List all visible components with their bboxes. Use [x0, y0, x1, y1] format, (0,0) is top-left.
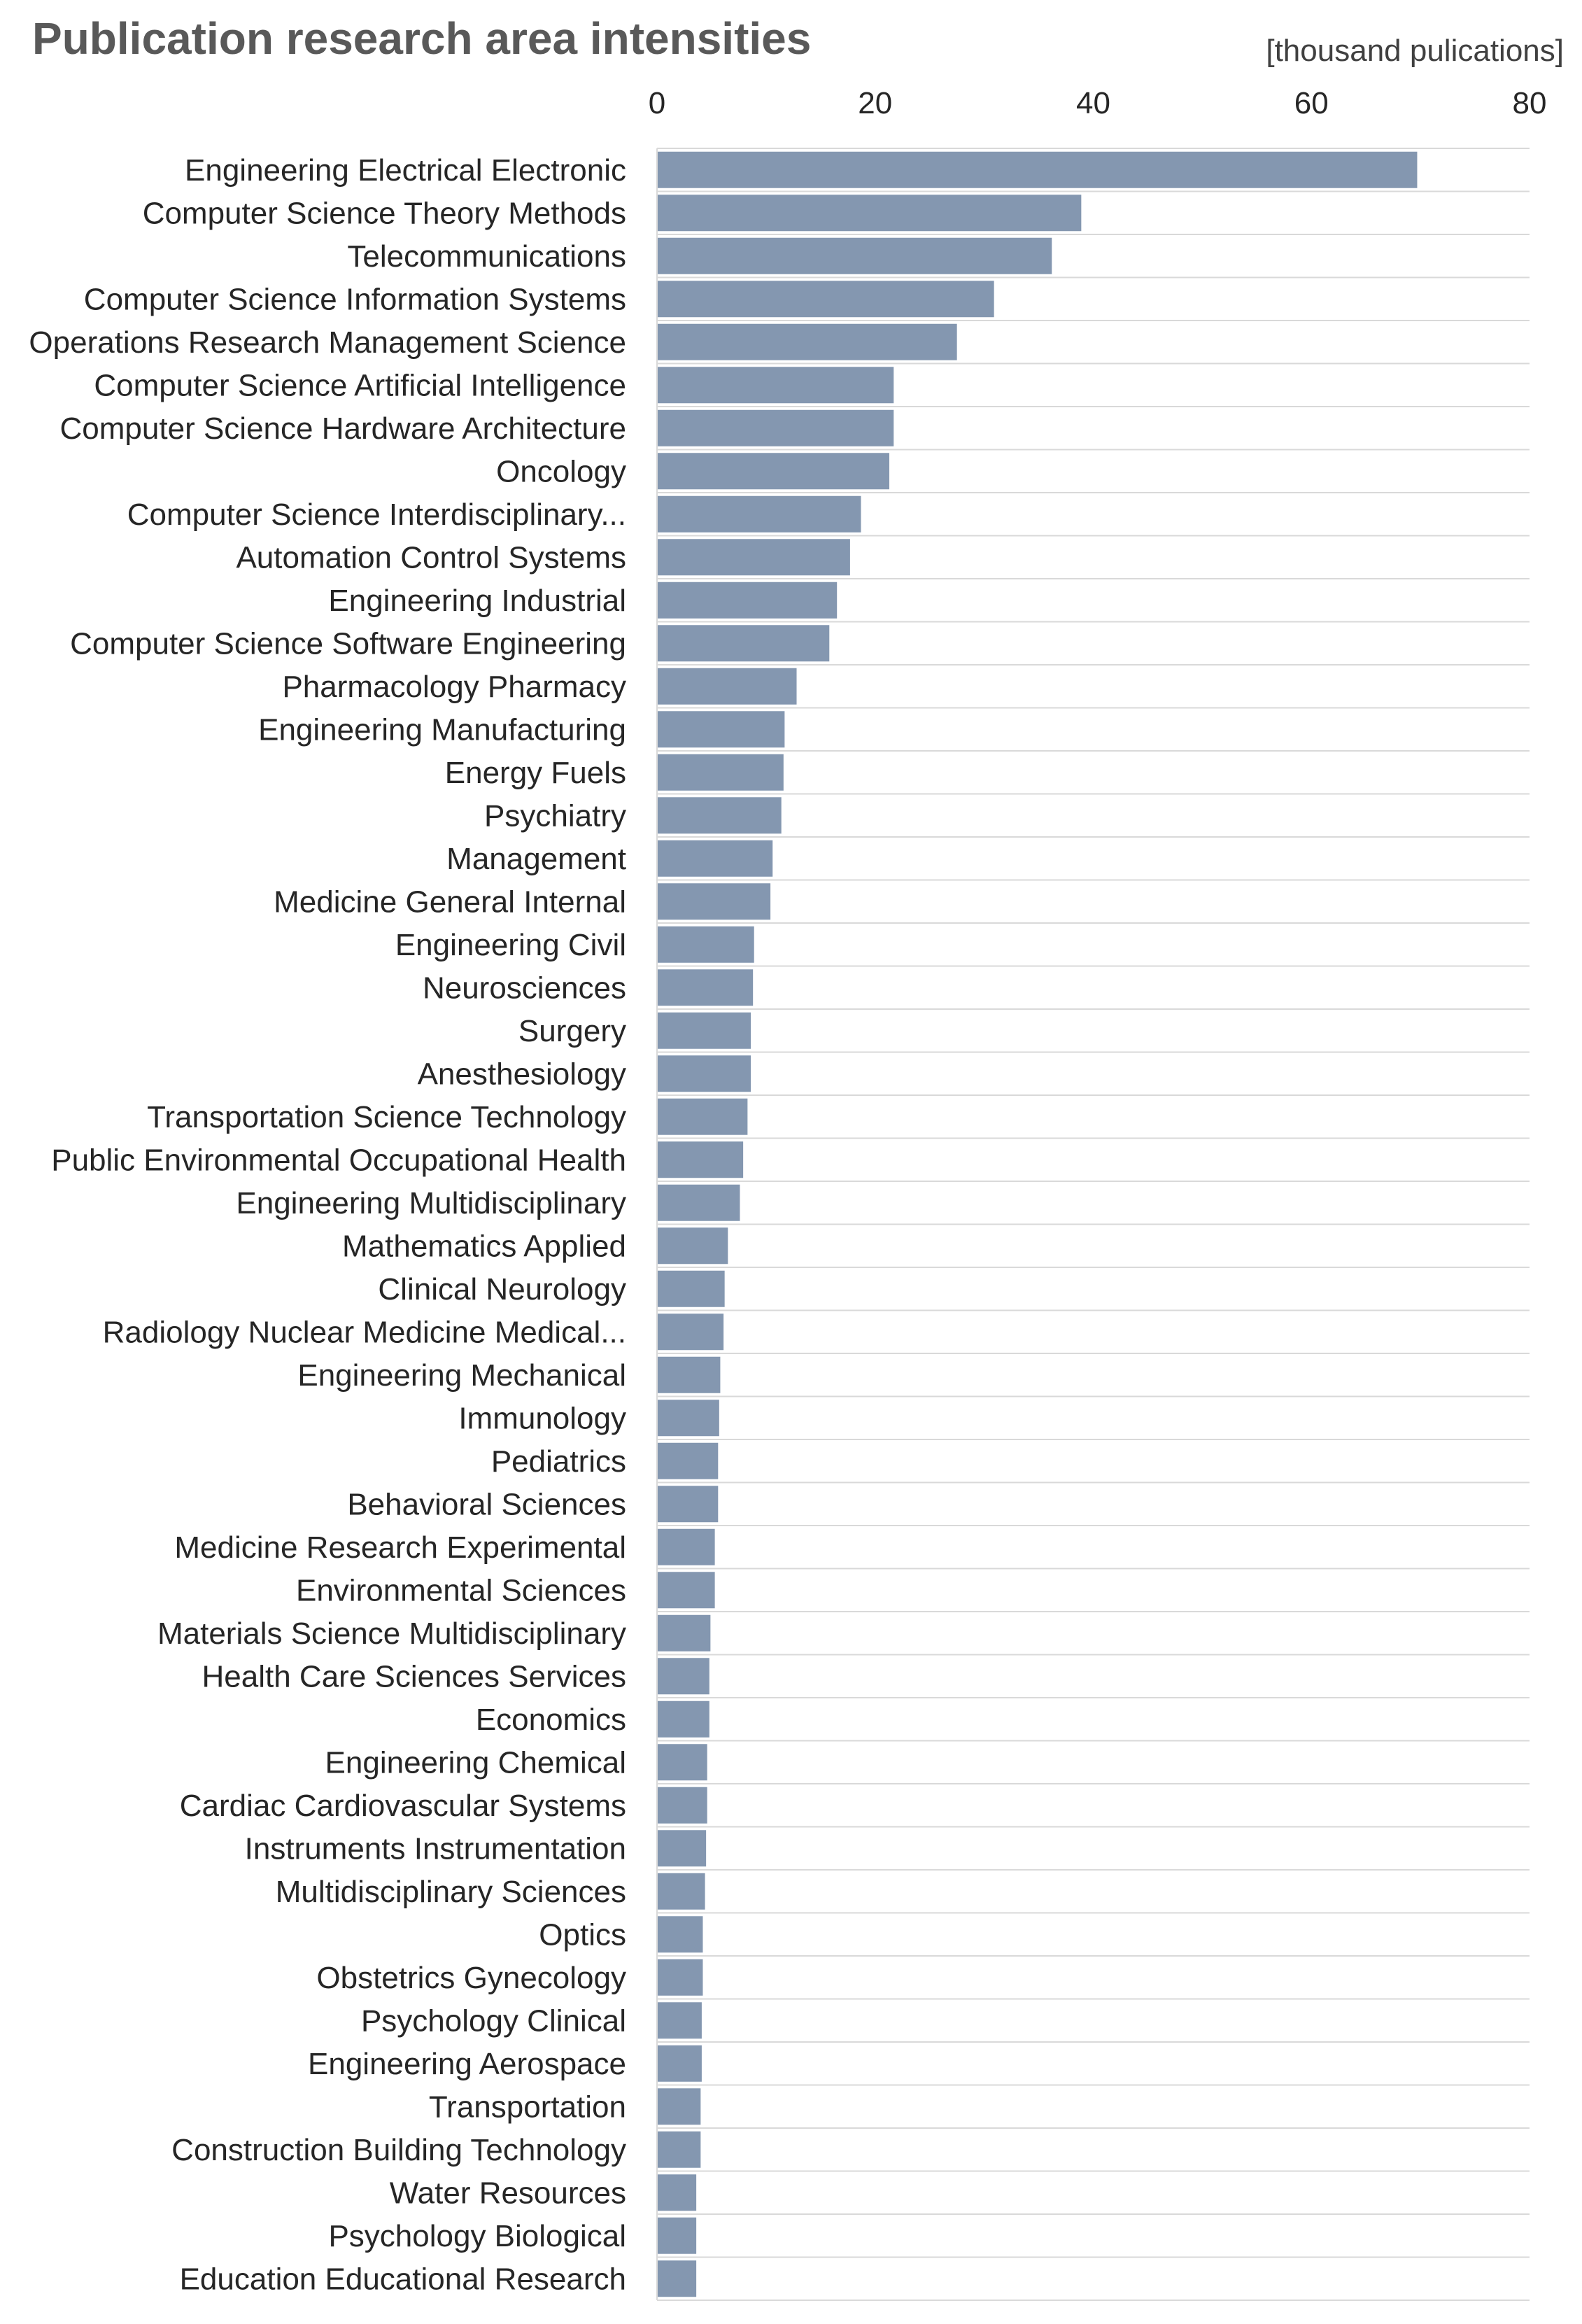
bar — [657, 539, 850, 575]
category-label: Engineering Aerospace — [308, 2046, 626, 2081]
category-label: Computer Science Theory Methods — [142, 196, 626, 231]
category-label: Multidisciplinary Sciences — [275, 1874, 626, 1909]
bar — [657, 1830, 706, 1866]
bar — [657, 1314, 723, 1350]
bar — [657, 1400, 719, 1436]
bar — [657, 2088, 700, 2125]
bar — [657, 1227, 728, 1264]
category-label: Obstetrics Gynecology — [316, 1960, 626, 1995]
category-label: Health Care Sciences Services — [202, 1659, 626, 1694]
category-label: Materials Science Multidisciplinary — [157, 1616, 626, 1651]
bar — [657, 1787, 707, 1824]
category-label: Telecommunications — [347, 239, 626, 274]
category-label: Mathematics Applied — [342, 1229, 626, 1264]
bar — [657, 1013, 751, 1049]
x-tick-label: 80 — [1512, 86, 1547, 120]
category-label: Engineering Civil — [395, 927, 626, 962]
bar — [657, 1357, 720, 1393]
bar — [657, 668, 797, 705]
category-label: Optics — [539, 1917, 626, 1952]
category-label: Public Environmental Occupational Health — [51, 1143, 626, 1178]
category-label: Engineering Industrial — [328, 583, 626, 618]
category-label: Computer Science Artificial Intelligence — [94, 368, 626, 403]
bar — [657, 582, 837, 619]
category-label: Transportation Science Technology — [147, 1099, 626, 1134]
category-label: Oncology — [496, 454, 626, 489]
category-label: Instruments Instrumentation — [244, 1831, 626, 1866]
category-label: Pharmacology Pharmacy — [282, 669, 626, 704]
bar — [657, 1486, 718, 1522]
category-label: Computer Science Hardware Architecture — [59, 411, 626, 446]
category-label: Computer Science Interdisciplinary... — [127, 497, 626, 532]
category-label: Management — [446, 841, 626, 876]
bar — [657, 1658, 709, 1694]
category-label: Operations Research Management Science — [29, 325, 626, 360]
bar — [657, 238, 1052, 274]
category-label: Computer Science Information Systems — [83, 282, 626, 317]
bar — [657, 281, 994, 317]
category-label: Environmental Sciences — [295, 1573, 626, 1608]
bar — [657, 2260, 696, 2297]
bar — [657, 754, 784, 791]
bar — [657, 1959, 702, 1996]
bar — [657, 883, 770, 920]
bar — [657, 2132, 700, 2168]
category-label: Engineering Manufacturing — [258, 712, 626, 747]
category-label: Engineering Chemical — [325, 1745, 626, 1780]
bar — [657, 840, 772, 877]
category-label: Neurosciences — [422, 971, 626, 1006]
bar — [657, 1529, 715, 1565]
bar — [657, 195, 1081, 231]
bar — [657, 927, 754, 963]
bar — [657, 711, 784, 747]
x-tick-label: 60 — [1294, 86, 1329, 120]
category-label: Energy Fuels — [444, 755, 626, 790]
bar — [657, 1271, 725, 1307]
category-label: Medicine Research Experimental — [174, 1530, 626, 1565]
bar — [657, 1873, 705, 1910]
category-label: Education Educational Research — [179, 2262, 626, 2297]
bar — [657, 1744, 707, 1780]
category-label: Radiology Nuclear Medicine Medical... — [102, 1315, 626, 1350]
category-label: Medicine General Internal — [274, 885, 626, 920]
bar — [657, 2174, 696, 2211]
category-label: Transportation — [428, 2090, 626, 2125]
category-label: Immunology — [458, 1401, 626, 1436]
category-label: Engineering Electrical Electronic — [185, 153, 626, 188]
bar — [657, 2045, 702, 2082]
category-label: Computer Science Software Engineering — [70, 626, 626, 661]
bar — [657, 453, 889, 489]
category-label: Clinical Neurology — [378, 1272, 626, 1307]
bar — [657, 1185, 740, 1221]
x-tick-label: 0 — [648, 86, 666, 120]
bar — [657, 969, 753, 1006]
bar — [657, 1141, 743, 1178]
category-label: Automation Control Systems — [236, 540, 626, 575]
category-label: Water Resources — [389, 2176, 626, 2211]
chart-title: Publication research area intensities — [32, 13, 812, 64]
unit-label: [thousand pulications] — [1266, 34, 1564, 68]
x-tick-label: 40 — [1076, 86, 1110, 120]
category-label: Behavioral Sciences — [347, 1487, 626, 1522]
bar — [657, 1615, 710, 1652]
category-label: Surgery — [518, 1013, 626, 1048]
bar — [657, 1443, 718, 1479]
category-label: Cardiac Cardiovascular Systems — [179, 1788, 626, 1823]
category-label: Anesthesiology — [417, 1057, 626, 1092]
category-label: Psychology Clinical — [360, 2003, 626, 2038]
bar — [657, 152, 1417, 188]
category-label: Pediatrics — [490, 1444, 626, 1479]
bar — [657, 1055, 751, 1092]
bar — [657, 1099, 747, 1135]
category-label: Psychology Biological — [328, 2218, 626, 2253]
bar — [657, 797, 782, 833]
bar — [657, 496, 861, 533]
category-label: Engineering Multidisciplinary — [236, 1185, 626, 1220]
bar — [657, 2002, 702, 2038]
category-label: Psychiatry — [484, 798, 626, 833]
bar — [657, 410, 894, 446]
category-label: Engineering Mechanical — [297, 1358, 626, 1393]
x-tick-label: 20 — [858, 86, 893, 120]
bar — [657, 1572, 715, 1608]
bar — [657, 324, 957, 360]
bar — [657, 2218, 696, 2254]
bar — [657, 625, 829, 661]
bar — [657, 1916, 702, 1952]
bar — [657, 367, 894, 403]
category-label: Construction Building Technology — [171, 2132, 626, 2167]
category-label: Economics — [475, 1702, 626, 1737]
bar — [657, 1701, 709, 1738]
